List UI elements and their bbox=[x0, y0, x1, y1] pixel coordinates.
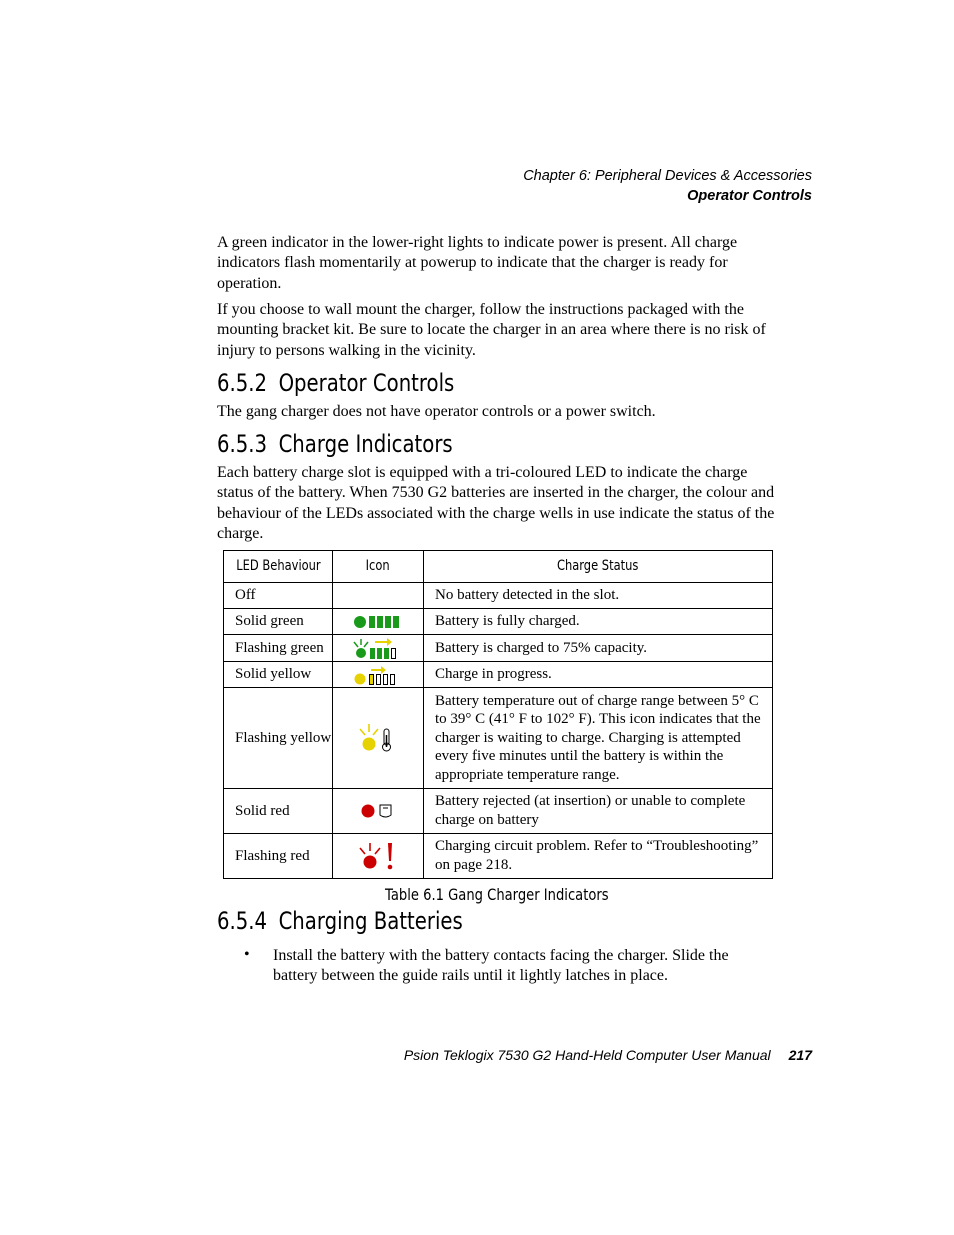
heading-text: Charge Indicators bbox=[278, 430, 453, 458]
behaviour-cell: Flashing green bbox=[224, 635, 333, 662]
charge-indicators-body: Each battery charge slot is equipped with a tri-coloured LED to indicate the charge status of the battery. When 7530 G2 batteries are inserted in the charger, the colour and behaviour of the LEDs associated with the charge wells in use indicate the status of the charge. bbox=[217, 464, 775, 543]
table-row bbox=[224, 635, 773, 662]
battery-rejected-icon bbox=[361, 802, 395, 820]
intro-paragraph-1: A green indicator in the lower-right lights to indicate power is present. All charge indicators flash momentarily at powerup to indicate that the charger is ready for operation. bbox=[217, 234, 738, 292]
behaviour-cell: Flashing red bbox=[224, 834, 333, 879]
heading-text: Operator Controls bbox=[278, 369, 455, 397]
battery-75-flashing-icon bbox=[353, 636, 403, 660]
icon-cell bbox=[333, 662, 424, 688]
heading-charging-batteries bbox=[217, 907, 463, 935]
heading-text: Charging Batteries bbox=[278, 907, 463, 935]
table-row bbox=[224, 583, 773, 609]
behaviour-cell: Solid green bbox=[224, 609, 333, 635]
indicator-table bbox=[223, 550, 773, 879]
operator-controls-body: The gang charger does not have operator controls or a power switch. bbox=[217, 403, 656, 420]
table-row bbox=[224, 834, 773, 879]
status-cell: Charge in progress. bbox=[424, 662, 773, 688]
status-cell: No battery detected in the slot. bbox=[424, 583, 773, 609]
page-number: 217 bbox=[788, 1047, 812, 1063]
status-cell: Battery is charged to 75% capacity. bbox=[424, 635, 773, 662]
chapter-title: Chapter 6: Peripheral Devices & Accessories bbox=[523, 168, 812, 184]
table-row bbox=[224, 688, 773, 789]
icon-cell bbox=[333, 609, 424, 635]
table-header-row bbox=[224, 551, 773, 583]
section-title: Operator Controls bbox=[687, 188, 812, 204]
page-footer bbox=[404, 1047, 812, 1063]
table-caption: Table 6.1 Gang Charger Indicators bbox=[385, 885, 609, 904]
status-cell: Battery temperature out of charge range between 5° C to 39° C (41° F to 102° F). This icon indicates that the charger is waiting to charge. Charging is attempted every five minutes until the battery is within the appropriate temperature range. bbox=[424, 688, 773, 789]
column-header-behaviour: LED Behaviour bbox=[224, 551, 333, 583]
behaviour-cell: Solid red bbox=[224, 789, 333, 834]
icon-cell bbox=[333, 834, 424, 879]
status-cell: Battery is fully charged. bbox=[424, 609, 773, 635]
heading-number: 6.5.2 bbox=[217, 369, 268, 397]
bullet-text: Install the battery with the battery contacts facing the charger. Slide the battery between the guide rails until it lightly latches in place. bbox=[273, 947, 729, 985]
behaviour-cell: Solid yellow bbox=[224, 662, 333, 688]
table-row bbox=[224, 789, 773, 834]
heading-operator-controls bbox=[217, 369, 454, 397]
battery-charging-icon bbox=[353, 664, 403, 686]
exclamation-flashing-icon bbox=[358, 841, 398, 871]
icon-cell bbox=[333, 635, 424, 662]
column-header-icon: Icon bbox=[333, 551, 424, 583]
status-cell: Charging circuit problem. Refer to “Troubleshooting” on page 218. bbox=[424, 834, 773, 879]
icon-cell bbox=[333, 789, 424, 834]
intro-paragraph-2: If you choose to wall mount the charger, follow the instructions packaged with the mounting bracket kit. Be sure to locate the charger in an area where there is no risk of injury to persons walking in the vicinity. bbox=[217, 301, 766, 359]
table-row bbox=[224, 609, 773, 635]
icon-cell bbox=[333, 583, 424, 609]
behaviour-cell: Off bbox=[224, 583, 333, 609]
manual-title: Psion Teklogix 7530 G2 Hand-Held Computer User Manual bbox=[403, 1047, 771, 1063]
bullet-marker: • bbox=[244, 946, 250, 963]
status-cell: Battery rejected (at insertion) or unable to complete charge on battery bbox=[424, 789, 773, 834]
behaviour-cell: Flashing yellow bbox=[224, 688, 333, 789]
heading-charge-indicators bbox=[217, 430, 453, 458]
thermometer-flashing-icon bbox=[358, 723, 398, 753]
icon-cell bbox=[333, 688, 424, 789]
column-header-status: Charge Status bbox=[424, 551, 773, 583]
running-header bbox=[523, 166, 812, 206]
battery-full-icon bbox=[353, 614, 403, 630]
heading-number: 6.5.4 bbox=[217, 907, 268, 935]
table-row bbox=[224, 662, 773, 688]
heading-number: 6.5.3 bbox=[217, 430, 268, 458]
